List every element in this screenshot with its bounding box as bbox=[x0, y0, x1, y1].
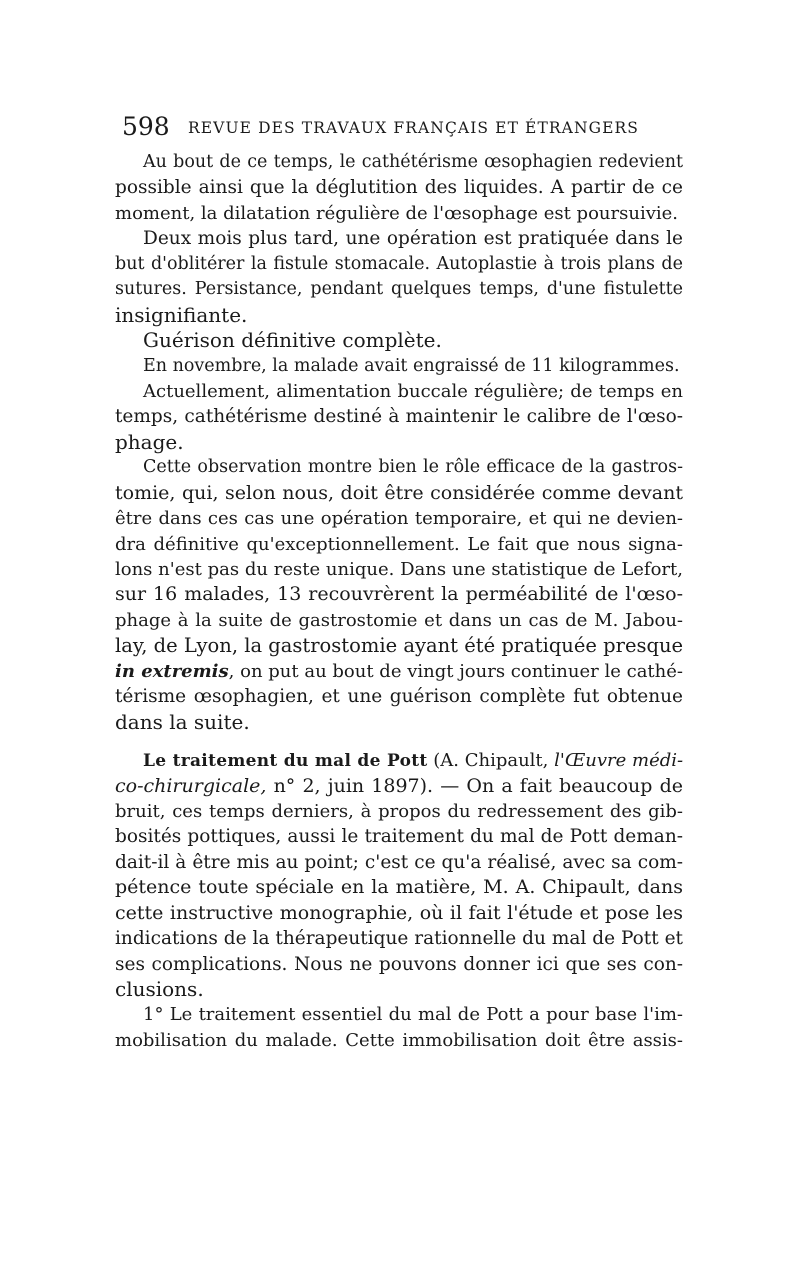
text-line: lons n'est pas du reste unique. Dans une statistique de Lefort, bbox=[115, 559, 683, 580]
text-line: mobilisation du malade. Cette immobilisation doit être assis- bbox=[115, 1029, 683, 1051]
running-title: REVUE DES TRAVAUX FRANÇAIS ET ÉTRANGERS bbox=[188, 119, 640, 137]
text-line: sur 16 malades, 13 recouvrèrent la perméabilité de l'œso- bbox=[115, 583, 683, 606]
text-line: phage. bbox=[115, 429, 184, 454]
text-line: lay, de Lyon, la gastrostomie ayant été pratiquée presque bbox=[115, 634, 684, 658]
text-line: dait-il à être mis au point; c'est ce qu'a réalisé, avec sa com- bbox=[115, 851, 683, 873]
text-line: 1° Le traitement essentiel du mal de Pott a pour base l'im- bbox=[143, 1004, 683, 1026]
text-line: Actuellement, alimentation buccale régulière; de temps en bbox=[143, 380, 683, 402]
text-run: n° 2, juin 1897). — On a fait beaucoup de bbox=[266, 774, 683, 797]
text-line: En novembre, la malade avait engraissé de 11 kilogrammes. bbox=[143, 355, 680, 376]
paragraph-gap bbox=[115, 735, 683, 748]
text-line: ses complications. Nous ne pouvons donner ici que ses con- bbox=[115, 953, 683, 975]
page-number: 598 bbox=[122, 112, 170, 141]
text-line: temps, cathétérisme destiné à maintenir le calibre de l'œso- bbox=[115, 406, 683, 428]
text-line: moment, la dilatation régulière de l'œsophage est poursuivie. bbox=[115, 202, 679, 224]
text-line: clusions. bbox=[115, 977, 204, 1001]
text-run: (A. Chipault, bbox=[427, 750, 555, 772]
text-line: Au bout de ce temps, le cathétérisme œsophagien redevient bbox=[143, 152, 683, 172]
text-line: pétence toute spéciale en la matière, M. A. Chipault, dans bbox=[115, 876, 683, 899]
text-line: être dans ces cas une opération temporaire, et qui ne devien- bbox=[115, 508, 683, 530]
text-line bbox=[115, 748, 683, 773]
text-line: phage à la suite de gastrostomie et dans un cas de M. Jabou- bbox=[115, 609, 683, 631]
text-line: bosités pottiques, aussi le traitement du mal de Pott deman- bbox=[115, 826, 683, 848]
text-line: térisme œsophagien, et une guérison complète fut obtenue bbox=[115, 686, 683, 708]
section-heading: Le traitement du mal de Pott bbox=[143, 751, 428, 772]
text-line bbox=[115, 774, 683, 799]
text-line: bruit, ces temps derniers, à propos du redressement des gib- bbox=[115, 800, 683, 822]
text-line bbox=[115, 659, 683, 684]
text-line: Cette observation montre bien le rôle efficace de la gastros- bbox=[143, 457, 683, 478]
text-line: dra définitive qu'exceptionnellement. Le fait que nous signa- bbox=[115, 533, 683, 555]
italic-title: l'Œuvre médi- bbox=[554, 750, 684, 772]
text-line: sutures. Persistance, pendant quelques temps, d'une fistulette bbox=[115, 279, 683, 300]
text-run: , on put au bout de vingt jours continuer le cathé- bbox=[228, 660, 683, 682]
text-line: Guérison définitive complète. bbox=[143, 328, 442, 353]
text-line: insignifiante. bbox=[115, 302, 248, 327]
text-line: possible ainsi que la déglutition des liquides. A partir de ce bbox=[115, 177, 683, 199]
italic-title: co-chirurgicale, bbox=[115, 774, 267, 797]
text-line: Deux mois plus tard, une opération est pratiquée dans le bbox=[143, 228, 683, 250]
italic-term: in extremis bbox=[115, 660, 229, 682]
text-line: dans la suite. bbox=[115, 709, 250, 734]
text-line: indications de la thérapeutique rationnelle du mal de Pott et bbox=[115, 928, 683, 950]
text-line: but d'oblitérer la fistule stomacale. Autoplastie à trois plans de bbox=[115, 253, 683, 274]
text-line: tomie, qui, selon nous, doit être considérée comme devant bbox=[115, 481, 683, 504]
running-header bbox=[122, 110, 682, 144]
text-line: cette instructive monographie, où il fait l'étude et pose les bbox=[115, 901, 683, 924]
text-body bbox=[115, 150, 683, 1053]
